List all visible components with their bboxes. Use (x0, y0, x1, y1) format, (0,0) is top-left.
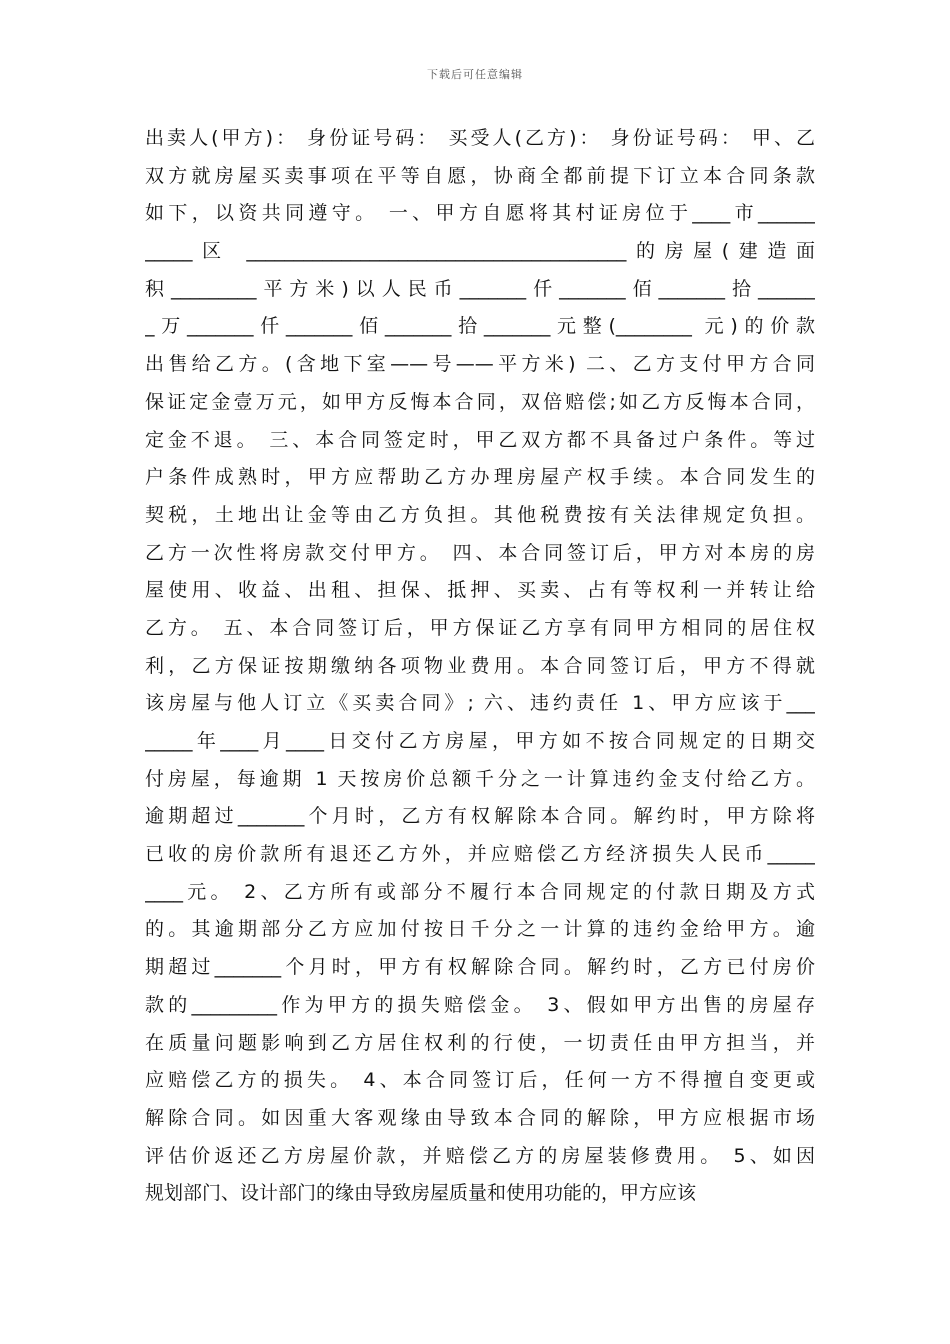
text-line: _____年____月____日交付乙方房屋，甲方如不按合同规定的日期交 (145, 730, 815, 752)
text-line: 利，乙方保证按期缴纳各项物业费用。本合同签订后，甲方不得就 (145, 654, 815, 677)
text-line: 双方就房屋买卖事项在平等自愿，协商全都前提下订立本合同条款 (145, 164, 815, 187)
text-line: 定金不退。 三、本合同签定时，甲乙双方都不具备过户条件。等过 (145, 428, 815, 451)
text-line: _____区 ________________________________________的房屋(建造面 (145, 240, 815, 263)
text-line: 保证定金壹万元，如甲方反悔本合同，双倍赔偿;如乙方反悔本合同， (145, 390, 815, 413)
text-line: 户条件成熟时，甲方应帮助乙方办理房屋产权手续。本合同发生的 (145, 466, 815, 489)
text-line: 逾期超过_______个月时，乙方有权解除本合同。解约时，甲方除将 (145, 805, 815, 828)
text-line: 在质量问题影响到乙方居住权利的行使，一切责任由甲方担当，并 (145, 1031, 815, 1054)
text-line: 出卖人(甲方)： 身份证号码： 买受人(乙方)： 身份证号码： 甲、乙 (145, 127, 815, 149)
text-line: 如下，以资共同遵守。 一、甲方自愿将其村证房位于____市______ (145, 202, 815, 225)
text-line: 积_________平方米)以人民币_______仟_______佰_______拾______ (145, 277, 815, 300)
text-line: _万_______仟_______佰_______拾_______元整(________ 元)的价款 (145, 315, 815, 338)
text-line: 应赔偿乙方的损失。 4、本合同签订后，任何一方不得擅自变更或 (145, 1069, 815, 1092)
text-line: 屋使用、收益、出租、担保、抵押、买卖、占有等权利一并转让给 (145, 579, 815, 602)
text-line: 该房屋与他人订立《买卖合同》; 六、违约责任 1、甲方应该于___ (145, 692, 815, 715)
text-line: 出售给乙方。(含地下室——号——平方米) 二、乙方支付甲方合同 (145, 353, 815, 376)
text-line: 已收的房价款所有退还乙方外，并应赔偿乙方经济损失人民币_____ (145, 843, 815, 866)
text-line: 乙方一次性将房款交付甲方。 四、本合同签订后，甲方对本房的房 (145, 541, 815, 564)
header-note: 下载后可任意编辑 (427, 68, 523, 81)
text-line: 规划部门、设计部门的缘由导致房屋质量和使用功能的，甲方应该 (145, 1182, 697, 1205)
text-line: 解除合同。如因重大客观缘由导致本合同的解除，甲方应根据市场 (145, 1106, 815, 1129)
text-line: ____元。 2、乙方所有或部分不履行本合同规定的付款日期及方式 (145, 880, 815, 903)
contract-body (145, 120, 815, 1213)
text-line: 评估价返还乙方房屋价款，并赔偿乙方的房屋装修费用。 5、如因 (145, 1144, 815, 1167)
text-line: 契税，土地出让金等由乙方负担。其他税费按有关法律规定负担。 (145, 503, 815, 526)
text-line: 款的_________作为甲方的损失赔偿金。 3、假如甲方出售的房屋存 (145, 993, 815, 1016)
text-line: 期超过_______个月时，甲方有权解除合同。解约时，乙方已付房价 (145, 956, 815, 979)
text-line: 乙方。 五、本合同签订后，甲方保证乙方享有同甲方相同的居住权 (145, 616, 815, 639)
text-line: 的。其逾期部分乙方应加付按日千分之一计算的违约金给甲方。逾 (145, 918, 815, 941)
text-line: 付房屋，每逾期 1 天按房价总额千分之一计算违约金支付给乙方。 (145, 767, 815, 790)
